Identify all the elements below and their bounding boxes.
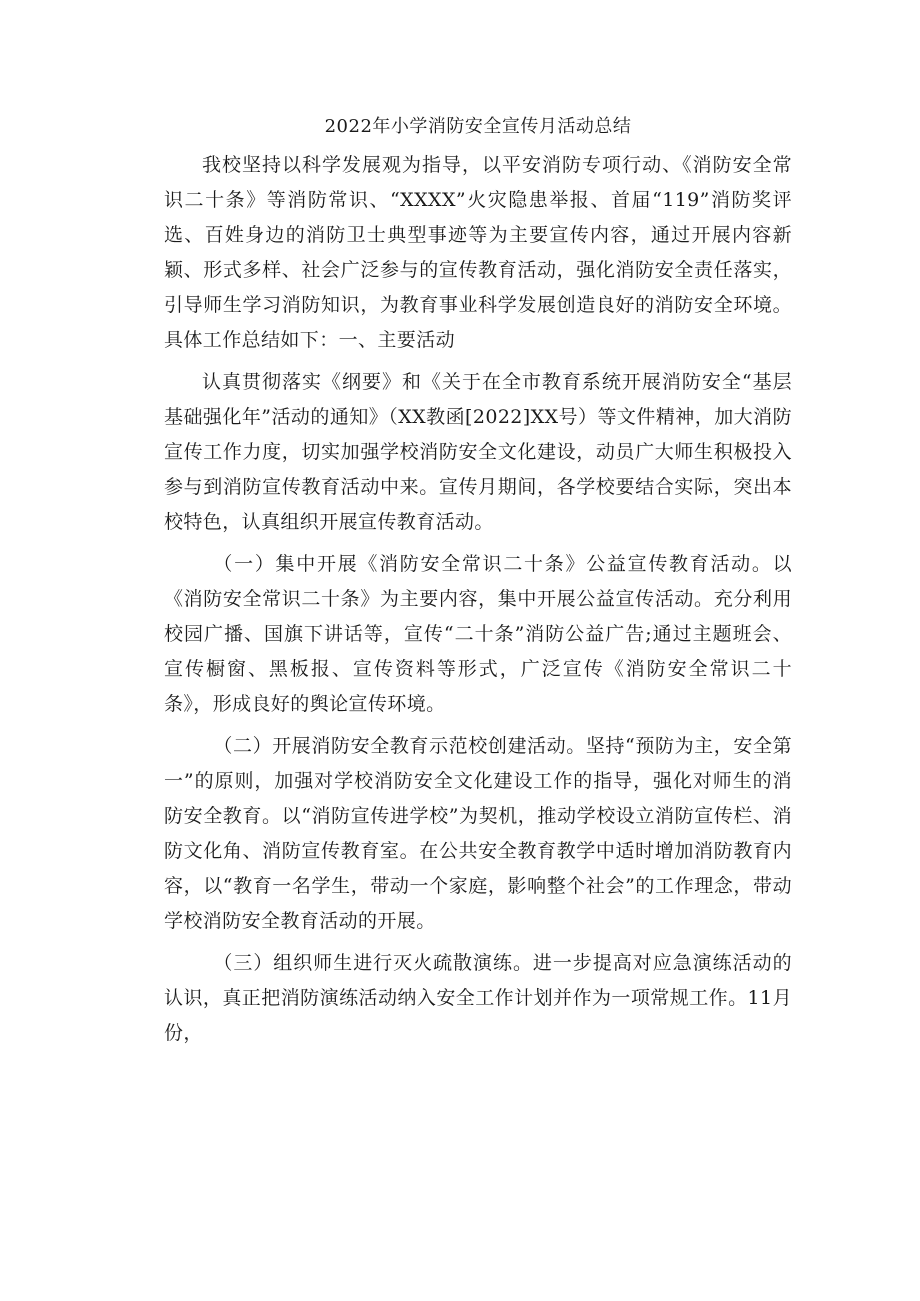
paragraph-intro: 我校坚持以科学发展观为指导，以平安消防专项行动、《消防安全常识二十条》等消防常识、“XXXX”火灾隐患举报、首届“119”消防奖评选、百姓身边的消防卫士典型事迹等为主要宣传内容，通过开展内容新颖、形式多样、社会广泛参与的宣传教育活动，强化消防安全责任落实，引导师生学习消防知识，为教育事业科学发展创造良好的消防安全环境。具体工作总结如下：一、主要活动 [164,154,792,351]
document-title: 2022年小学消防安全宣传月活动总结 [324,116,632,137]
paragraph-main-activities: 认真贯彻落实《纲要》和《关于在全市教育系统开展消防安全“基层基础强化年”活动的通知》（XX教函[2022]XX号）等文件精神，加大消防宣传工作力度，切实加强学校消防安全文化建设，动员广大师生积极投入参与到消防宣传教育活动中来。宣传月期间，各学校要结合实际，突出本校特色，认真组织开展宣传教育活动。 [164,371,792,533]
paragraph-section-3: （三）组织师生进行灭火疏散演练。进一步提高对应急演练活动的认识，真正把消防演练活动纳入安全工作计划并作为一项常规工作。11月份， [164,952,792,1044]
paragraph-section-2: （二）开展消防安全教育示范校创建活动。坚持“预防为主，安全第一”的原则，加强对学校消防安全文化建设工作的指导，强化对师生的消防安全教育。以“消防宣传进学校”为契机，推动学校设立消防宣传栏、消防文化角、消防宣传教育室。在公共安全教育教学中适时增加消防教育内容，以“教育一名学生，带动一个家庭，影响整个社会”的工作理念，带动学校消防安全教育活动的开展。 [164,735,792,932]
paragraph-section-1: （一）集中开展《消防安全常识二十条》公益宣传教育活动。以《消防安全常识二十条》为主要内容，集中开展公益宣传活动。充分利用校园广播、国旗下讲话等，宣传“二十条”消防公益广告;通过主题班会、宣传橱窗、黑板报、宣传资料等形式，广泛宣传《消防安全常识二十条》，形成良好的舆论宣传环境。 [164,553,792,715]
